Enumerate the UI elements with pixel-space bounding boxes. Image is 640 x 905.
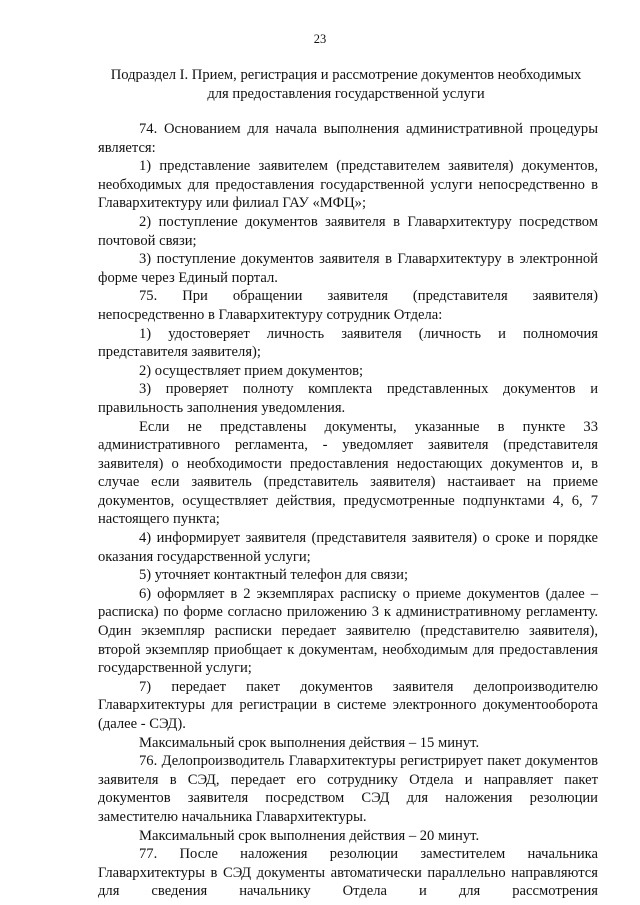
paragraph: 4) информирует заявителя (представителя заявителя) о сроке и порядке оказания государственной услуги; [98, 530, 598, 565]
paragraph: Максимальный срок выполнения действия – 20 минут. [139, 827, 480, 844]
paragraph: 1) представление заявителем (представителем заявителя) документов, необходимых для предоставления государственной услуги непосредственно в Главархитектуру или филиал ГАУ «МФЦ»; [98, 158, 598, 212]
paragraph: 1) удостоверяет личность заявителя (личность и полномочия представителя заявителя); [98, 325, 598, 361]
paragraph: Если не представлены документы, указанные в пункте 33 административного регламента, - уведомляет заявителя (представителя заявителя) о необходимости предоставления недостающих документов и, в случае если заявитель (представитель заявителя) настаивает на приеме документов, осуществляет действия, предусмотренные подпунктами 4, 6, 7 настоящего пункта; [98, 418, 598, 528]
paragraph: 74. Основанием для начала выполнения административной процедуры является: [98, 121, 598, 156]
paragraph: Максимальный срок выполнения действия – 15 минут. [139, 734, 480, 751]
section-heading [96, 66, 596, 104]
section-heading-line: для предоставления государственной услуги [207, 86, 485, 102]
paragraph: 2) осуществляет прием документов; [139, 362, 364, 379]
paragraph: 7) передает пакет документов заявителя делопроизводителю Главархитектуры для регистрации в системе электронного документооборота (далее - СЭД). [98, 678, 598, 732]
paragraph: 75. При обращении заявителя (представителя заявителя) непосредственно в Главархитектуру сотрудник Отдела: [98, 288, 598, 323]
paragraph: 77. После наложения резолюции заместителем начальника Главархитектуры в СЭД документы автоматически параллельно направляются для сведения начальнику Отдела и для рассмотрения [98, 846, 598, 900]
paragraph: 2) поступление документов заявителя в Главархитектуру посредством почтовой связи; [98, 213, 598, 249]
paragraph: 6) оформляет в 2 экземплярах расписку о приеме документов (далее – расписка) по форме согласно приложению 3 к административному регламенту. Один экземпляр расписки передает заявителю (представителю заявителя), второй экземпляр приобщает к документам, необходимым для предоставления государственной услуги; [98, 585, 598, 677]
section-heading-line: Подраздел I. Прием, регистрация и рассмотрение документов необходимых [110, 67, 582, 83]
paragraph: 76. Делопроизводитель Главархитектуры регистрирует пакет документов заявителя в СЭД, передает его сотруднику Отдела и направляет пакет документов заявителя посредством СЭД для наложения резолюции заместителю начальника Главархитектуры. [98, 753, 598, 825]
paragraph: 5) уточняет контактный телефон для связи; [139, 567, 409, 584]
page-number: 23 [313, 32, 327, 46]
paragraph: 3) проверяет полноту комплекта представленных документов и правильность заполнения уведомления. [98, 381, 598, 416]
document-body [98, 120, 598, 901]
paragraph: 3) поступление документов заявителя в Главархитектуру в электронной форме через Единый портал. [98, 251, 598, 286]
